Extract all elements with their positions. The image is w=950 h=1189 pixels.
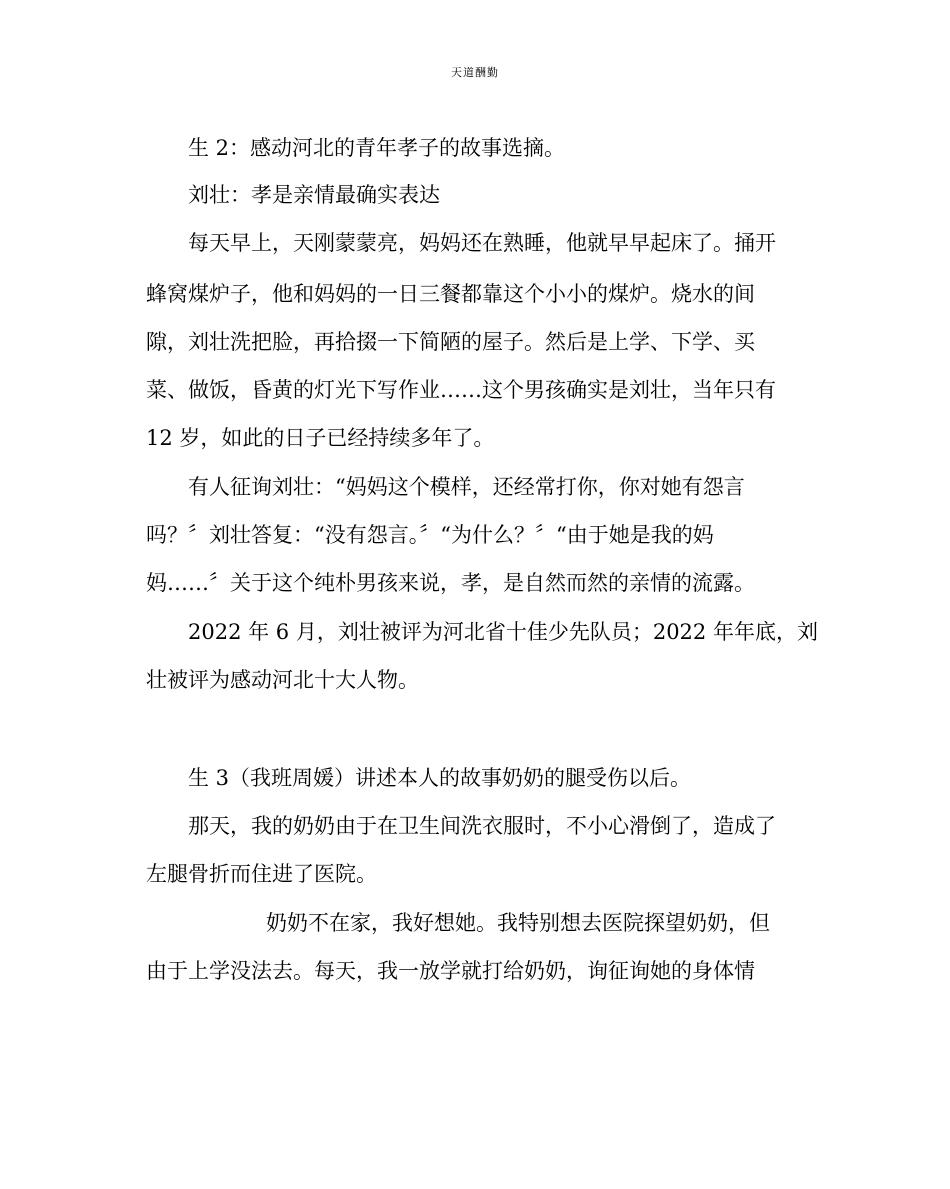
paragraph-line: 生 3（我班周媛）讲述本人的故事奶奶的腿受伤以后。: [188, 766, 692, 790]
paragraph-line: 由于上学没法去。每天，我一放学就打给奶奶，询征询她的身体情: [146, 959, 755, 983]
paragraph-line: 12 岁，如此的日子已经持续多年了。: [146, 426, 495, 450]
paragraph-line: 左腿骨折而住进了医院。: [146, 862, 377, 886]
paragraph-line: 壮被评为感动河北十大人物。: [146, 668, 419, 692]
paragraph-line: 妈……〞关于这个纯朴男孩来说，孝，是自然而然的亲情的流露。: [146, 571, 755, 595]
paragraph-line: 每天早上，天刚蒙蒙亮，妈妈还在熟睡，他就早早起床了。捅开: [188, 231, 776, 255]
paragraph-line: 隙，刘壮洗把脸，再拾掇一下简陋的屋子。然后是上学、下学、买: [146, 330, 755, 354]
paragraph-line: 吗？〞刘壮答复：“没有怨言。〞“为什么？〞“由于她是我的妈: [146, 523, 714, 547]
paragraph-line: 那天，我的奶奶由于在卫生间洗衣服时，不小心滑倒了，造成了: [188, 814, 776, 838]
paragraph-line: 有人征询刘壮：“妈妈这个模样，还经常打你，你对她有怨言: [188, 475, 745, 499]
paragraph-line: 生 2：感动河北的青年孝子的故事选摘。: [188, 136, 566, 160]
paragraph-line: 蜂窝煤炉子，他和妈妈的一日三餐都靠这个小小的煤炉。烧水的间: [146, 282, 755, 306]
paragraph-line: 刘壮：孝是亲情最确实表达: [188, 183, 440, 207]
paragraph-line: 2022 年 6 月，刘壮被评为河北省十佳少先队员；2022 年年底，刘: [188, 620, 818, 644]
paragraph-line: 奶奶不在家，我好想她。我特别想去医院探望奶奶，但: [266, 911, 770, 935]
paragraph-line: 菜、做饭，昏黄的灯光下写作业……这个男孩确实是刘壮，当年只有: [146, 378, 776, 402]
page-header: 天道酬勤: [451, 66, 499, 79]
